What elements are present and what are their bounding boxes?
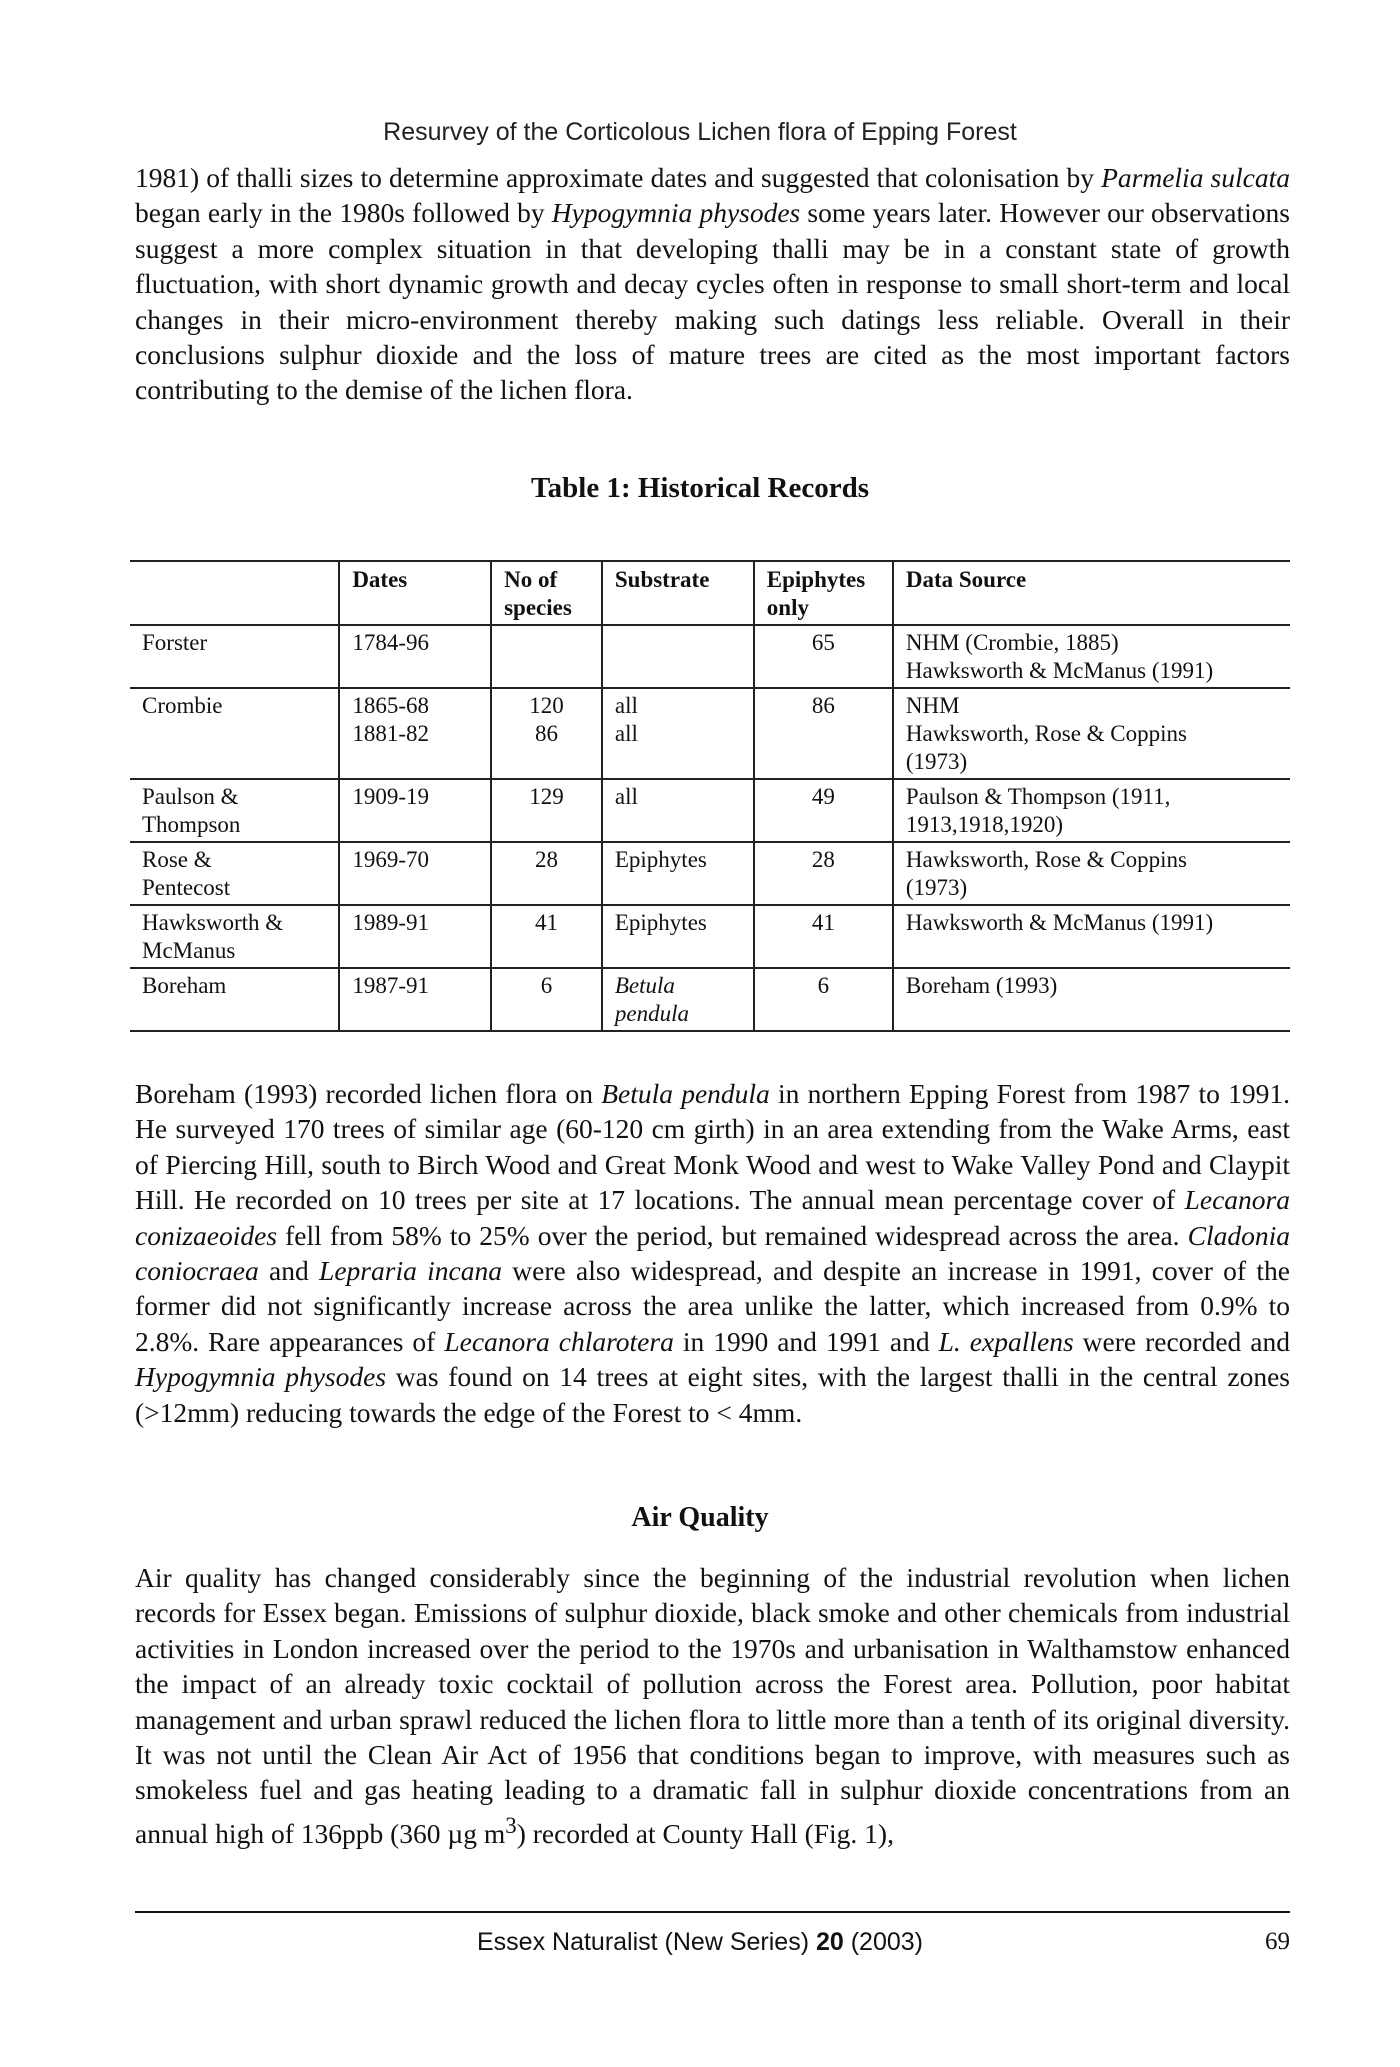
cell-species xyxy=(491,905,602,968)
cell-line: Crombie xyxy=(142,693,223,718)
header-cell xyxy=(130,561,339,625)
text-run: ) recorded at County Hall (Fig. 1), xyxy=(516,1818,894,1849)
running-head: Resurvey of the Corticolous Lichen flora of Epping Forest xyxy=(383,118,1017,146)
journal-volume: 20 xyxy=(815,1928,844,1956)
cell-species xyxy=(491,842,602,905)
text-run: was found on 14 trees at eight sites, with the largest thalli in the central zones (>12mm) reducing towards the edge of the Forest to < 4mm. xyxy=(135,1361,1290,1428)
cell-source xyxy=(893,625,1290,688)
cell-epiphytes xyxy=(754,779,893,842)
journal-footer xyxy=(0,1928,1400,1957)
cell-line: Thompson xyxy=(142,812,241,837)
table-row xyxy=(130,842,1290,905)
table-row xyxy=(130,779,1290,842)
cell-line: 41 xyxy=(534,910,558,935)
cell-substrate xyxy=(602,625,754,688)
historical-records-table xyxy=(130,560,1290,1032)
journal-name: Essex Naturalist (New Series) xyxy=(476,1928,816,1956)
cell-line: 1784-96 xyxy=(352,630,429,655)
cell-epiphytes xyxy=(754,688,893,779)
cell-line: NHM xyxy=(905,693,960,718)
cell-line: 129 xyxy=(529,784,564,809)
cell-line: 6 xyxy=(540,973,553,998)
cell-line: Boreham (1993) xyxy=(905,973,1058,998)
cell-species xyxy=(491,779,602,842)
paragraph-boreham xyxy=(135,1076,1290,1430)
cell-substrate xyxy=(602,968,754,1031)
cell-line: Pentecost xyxy=(142,875,231,900)
species-name: Lepraria incana xyxy=(319,1255,502,1287)
cell-line: all xyxy=(614,693,638,718)
cell-line: 65 xyxy=(811,630,835,655)
cell-substrate xyxy=(602,779,754,842)
cell-line: all xyxy=(614,721,638,746)
cell-dates xyxy=(339,625,491,688)
cell-line: (1973) xyxy=(905,875,968,900)
cell-line: 1989-91 xyxy=(352,910,429,935)
cell-source xyxy=(893,905,1290,968)
cell-line: Forster xyxy=(142,630,208,655)
species-name: Hypogymnia physodes xyxy=(135,1361,387,1393)
cell-dates xyxy=(339,842,491,905)
cell-line: pendula xyxy=(614,1001,689,1026)
cell-species xyxy=(491,688,602,779)
cell-dates xyxy=(339,905,491,968)
text-run: were recorded and xyxy=(1073,1325,1290,1357)
species-name: Hypogymnia physodes xyxy=(551,197,801,229)
species-name: Parmelia sulcata xyxy=(1101,162,1290,193)
cell-line: 86 xyxy=(811,693,835,718)
superscript: 3 xyxy=(505,1812,517,1838)
cell-line: Paulson & Thompson (1911, xyxy=(905,784,1171,809)
cell-line: 1881-82 xyxy=(352,721,429,746)
cell-line: Epiphytes xyxy=(614,847,707,872)
table-title: Table 1: Historical Records xyxy=(530,472,870,504)
cell-who xyxy=(130,688,339,779)
header-cell: Data Source xyxy=(893,561,1290,625)
text-run: in 1990 and 1991 and xyxy=(673,1325,939,1357)
text-run: 1981) of thalli sizes to determine approximate dates and suggested that colonisation by xyxy=(135,162,1102,193)
text-run: in northern Epping Forest from 1987 to 1991. He surveyed 170 trees of similar age (60-120 cm girth) in an area extending from the Wake Arms, east of Piercing Hill, south to Birch Wood and Great Monk Wood and west to Wake Valley Pond and Claypit Hill. He recorded on 10 trees per site at 17 locations. The annual mean percentage cover of xyxy=(135,1078,1290,1216)
cell-substrate xyxy=(602,842,754,905)
cell-line: Hawksworth, Rose & Coppins xyxy=(905,847,1187,872)
text-run: fell from 58% to 25% over the period, but remained widespread across the area. xyxy=(277,1219,1188,1251)
cell-line: NHM (Crombie, 1885) xyxy=(905,630,1119,655)
header-cell: Substrate xyxy=(602,561,754,625)
cell-source xyxy=(893,779,1290,842)
cell-line: Paulson & xyxy=(142,784,239,809)
cell-species xyxy=(491,968,602,1031)
cell-epiphytes xyxy=(754,968,893,1031)
cell-line: 120 xyxy=(529,693,564,718)
cell-line: 1913,1918,1920) xyxy=(905,812,1064,837)
cell-who xyxy=(130,905,339,968)
species-name: Cladonia coniocraea xyxy=(135,1219,1290,1287)
header-cell: Epiphytes only xyxy=(754,561,893,625)
cell-line: Boreham xyxy=(142,973,227,998)
text-run: were also widespread, and despite an increase in 1991, cover of the former did not significantly increase across the area unlike the latter, which increased from 0.9% to 2.8%. Rare appearances of xyxy=(135,1255,1290,1357)
text-run: Air quality has changed considerably since the beginning of the industrial revolution when lichen records for Essex began. Emissions of sulphur dioxide, black smoke and other chemicals from industrial activities in London increased over the period to the 1970s and urbanisation in Walthamstow enhanced the impact of an already toxic cocktail of pollution across the Forest area. Pollution, poor habitat management and urban sprawl reduced the lichen flora to little more than a tenth of its original diversity. It was not until the Clean Air Act of 1956 that conditions began to improve, with measures such as smokeless fuel and gas heating leading to a dramatic fall in sulphur dioxide concentrations from an annual high of 136ppb (360 µg m xyxy=(135,1562,1290,1849)
cell-line: all xyxy=(614,784,638,809)
cell-who xyxy=(130,968,339,1031)
text-run: began early in the 1980s followed by xyxy=(135,197,552,229)
table-row xyxy=(130,688,1290,779)
cell-dates xyxy=(339,688,491,779)
cell-line: Hawksworth & xyxy=(142,910,284,935)
cell-dates xyxy=(339,968,491,1031)
cell-who xyxy=(130,842,339,905)
cell-epiphytes xyxy=(754,625,893,688)
cell-line: Hawksworth & McManus (1991) xyxy=(905,910,1214,935)
cell-line: Epiphytes xyxy=(614,910,707,935)
cell-line: 1987-91 xyxy=(352,973,429,998)
text-run: and xyxy=(258,1255,320,1287)
cell-line: 6 xyxy=(817,973,830,998)
cell-epiphytes xyxy=(754,905,893,968)
cell-who xyxy=(130,625,339,688)
text-run: Boreham (1993) recorded lichen flora on xyxy=(135,1078,602,1109)
cell-line: 28 xyxy=(534,847,558,872)
text-run: some years later. However our observations suggest a more complex situation in that developing thalli may be in a constant state of growth fluctuation, with short dynamic growth and decay cycles often in response to small short-term and local changes in their micro-environment thereby making such datings less reliable. Overall in their conclusions sulphur dioxide and the loss of mature trees are cited as the most important factors contributing to the demise of the lichen flora. xyxy=(135,197,1290,406)
cell-line: 41 xyxy=(811,910,835,935)
cell-substrate xyxy=(602,688,754,779)
cell-line: Betula xyxy=(614,973,675,998)
cell-line: 86 xyxy=(534,721,558,746)
paragraph-thalli-sizes xyxy=(135,160,1290,408)
table-row xyxy=(130,905,1290,968)
species-name: Lecanora chlarotera xyxy=(444,1325,674,1357)
cell-line: Rose & xyxy=(142,847,212,872)
cell-line: 28 xyxy=(811,847,835,872)
cell-line: 1909-19 xyxy=(352,784,429,809)
cell-line: 49 xyxy=(811,784,835,809)
cell-line: McManus xyxy=(142,938,236,963)
cell-line: (1973) xyxy=(905,749,968,774)
cell-line: 1969-70 xyxy=(352,847,429,872)
cell-dates xyxy=(339,779,491,842)
species-name: L. expallens xyxy=(938,1325,1074,1357)
cell-source xyxy=(893,842,1290,905)
cell-species xyxy=(491,625,602,688)
species-name: Betula pendula xyxy=(601,1078,770,1109)
section-heading-air-quality: Air Quality xyxy=(631,1502,769,1533)
header-cell: Dates xyxy=(339,561,491,625)
cell-epiphytes xyxy=(754,842,893,905)
cell-line: Hawksworth & McManus (1991) xyxy=(905,658,1214,683)
cell-source xyxy=(893,968,1290,1031)
cell-line: Hawksworth, Rose & Coppins xyxy=(905,721,1187,746)
table-row xyxy=(130,625,1290,688)
journal-year: (2003) xyxy=(843,1928,923,1956)
table-header-row xyxy=(130,561,1290,625)
species-name: Lecanora conizaeoides xyxy=(135,1184,1290,1251)
header-cell: No of species xyxy=(491,561,602,625)
cell-who xyxy=(130,779,339,842)
cell-substrate xyxy=(602,905,754,968)
footer-rule xyxy=(135,1911,1290,1913)
cell-source xyxy=(893,688,1290,779)
page-number: 69 xyxy=(1265,1928,1290,1955)
table-row xyxy=(130,968,1290,1031)
paragraph-air-quality xyxy=(135,1560,1290,1851)
cell-line: 1865-68 xyxy=(352,693,429,718)
